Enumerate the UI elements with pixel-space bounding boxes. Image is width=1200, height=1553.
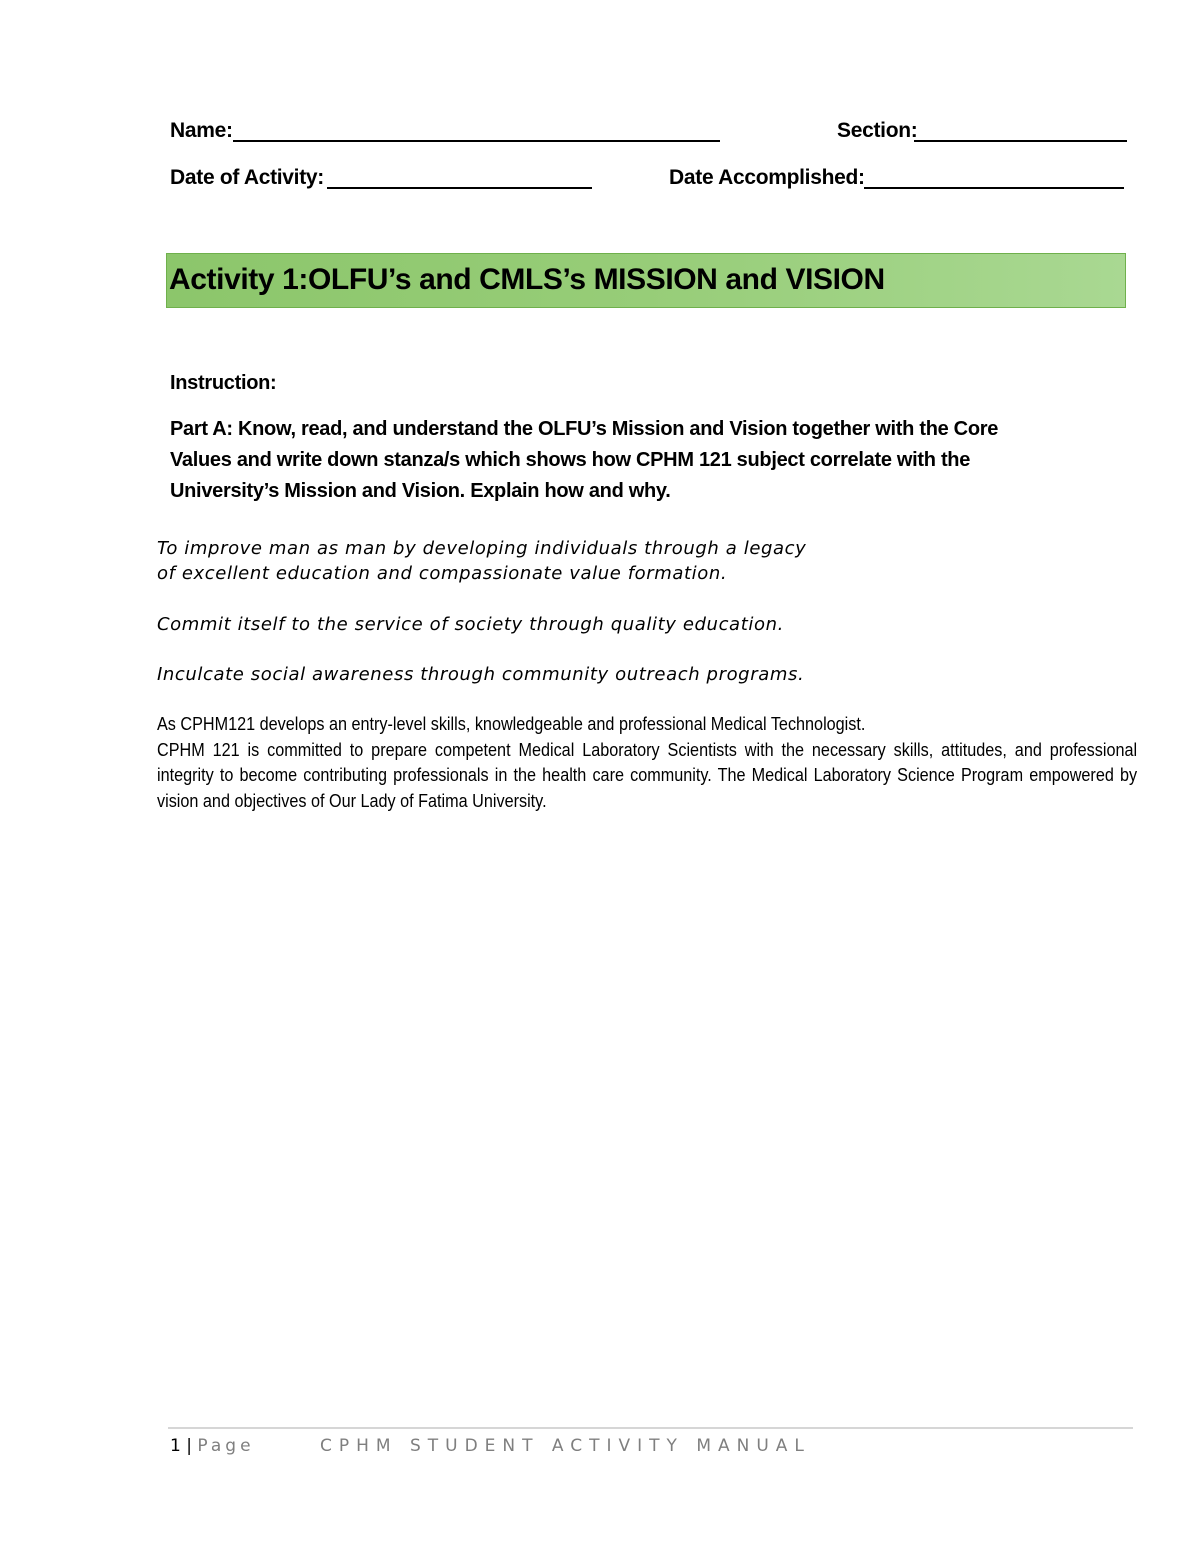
part-a-line: Values and write down stanza/s which shows how CPHM 121 subject correlate with the <box>170 449 971 471</box>
date-activity-line <box>327 165 592 191</box>
name-underline <box>233 140 720 142</box>
section-label: Section: <box>837 119 918 142</box>
date-activity-label: Date of Activity: <box>170 166 324 189</box>
answer-paragraph: CPHM 121 is committed to prepare competent Medical Laboratory Scientists with the necessary skills, attitudes, and professional integrity to become contributing professionals in the health care community. The Medical Laboratory Science Program empowered by vision and objectives of Our Lady of Fatima University. <box>157 739 1138 811</box>
answer-text <box>157 712 1137 814</box>
instruction-heading: Instruction: <box>170 372 277 394</box>
section-field <box>837 118 917 144</box>
manual-title: CPHM STUDENT ACTIVITY MANUAL <box>320 1436 811 1456</box>
stanza-3 <box>157 662 804 687</box>
stanza-line: Inculcate social awareness through community outreach programs. <box>157 664 805 685</box>
date-accomplished-underline <box>864 187 1124 189</box>
activity-banner <box>166 253 1126 308</box>
page-word: Page <box>197 1436 255 1456</box>
section-underline <box>914 140 1127 142</box>
page-number: 1 <box>170 1436 181 1456</box>
date-accomplished-field <box>669 165 865 191</box>
part-a-line: Part A: Know, read, and understand the OLFU’s Mission and Vision together with the Core <box>170 418 999 440</box>
stanza-line: of excellent education and compassionate value formation. <box>157 563 728 584</box>
activity-title: Activity 1:OLFU’s and CMLS’s MISSION and VISION <box>169 263 885 296</box>
stanza-line: To improve man as man by developing individuals through a legacy <box>157 538 807 559</box>
stanza-2 <box>157 612 784 637</box>
stanza-1 <box>157 536 806 586</box>
part-a-instruction <box>170 414 998 507</box>
footer-separator: | <box>186 1436 192 1456</box>
part-a-line: University’s Mission and Vision. Explain how and why. <box>170 480 671 502</box>
name-label: Name: <box>170 119 233 142</box>
stanza-line: Commit itself to the service of society through quality education. <box>157 614 784 635</box>
answer-line: As CPHM121 develops an entry-level skills, knowledgeable and professional Medical Technologist. <box>157 714 866 734</box>
name-line <box>233 118 720 144</box>
date-accomplished-label: Date Accomplished: <box>669 166 865 189</box>
date-accomplished-line <box>864 165 1124 191</box>
date-activity-field <box>170 165 324 191</box>
name-field <box>170 118 233 144</box>
date-activity-underline <box>327 187 592 189</box>
footer-divider <box>168 1427 1133 1429</box>
section-line <box>914 118 1127 144</box>
page-footer <box>170 1433 811 1459</box>
